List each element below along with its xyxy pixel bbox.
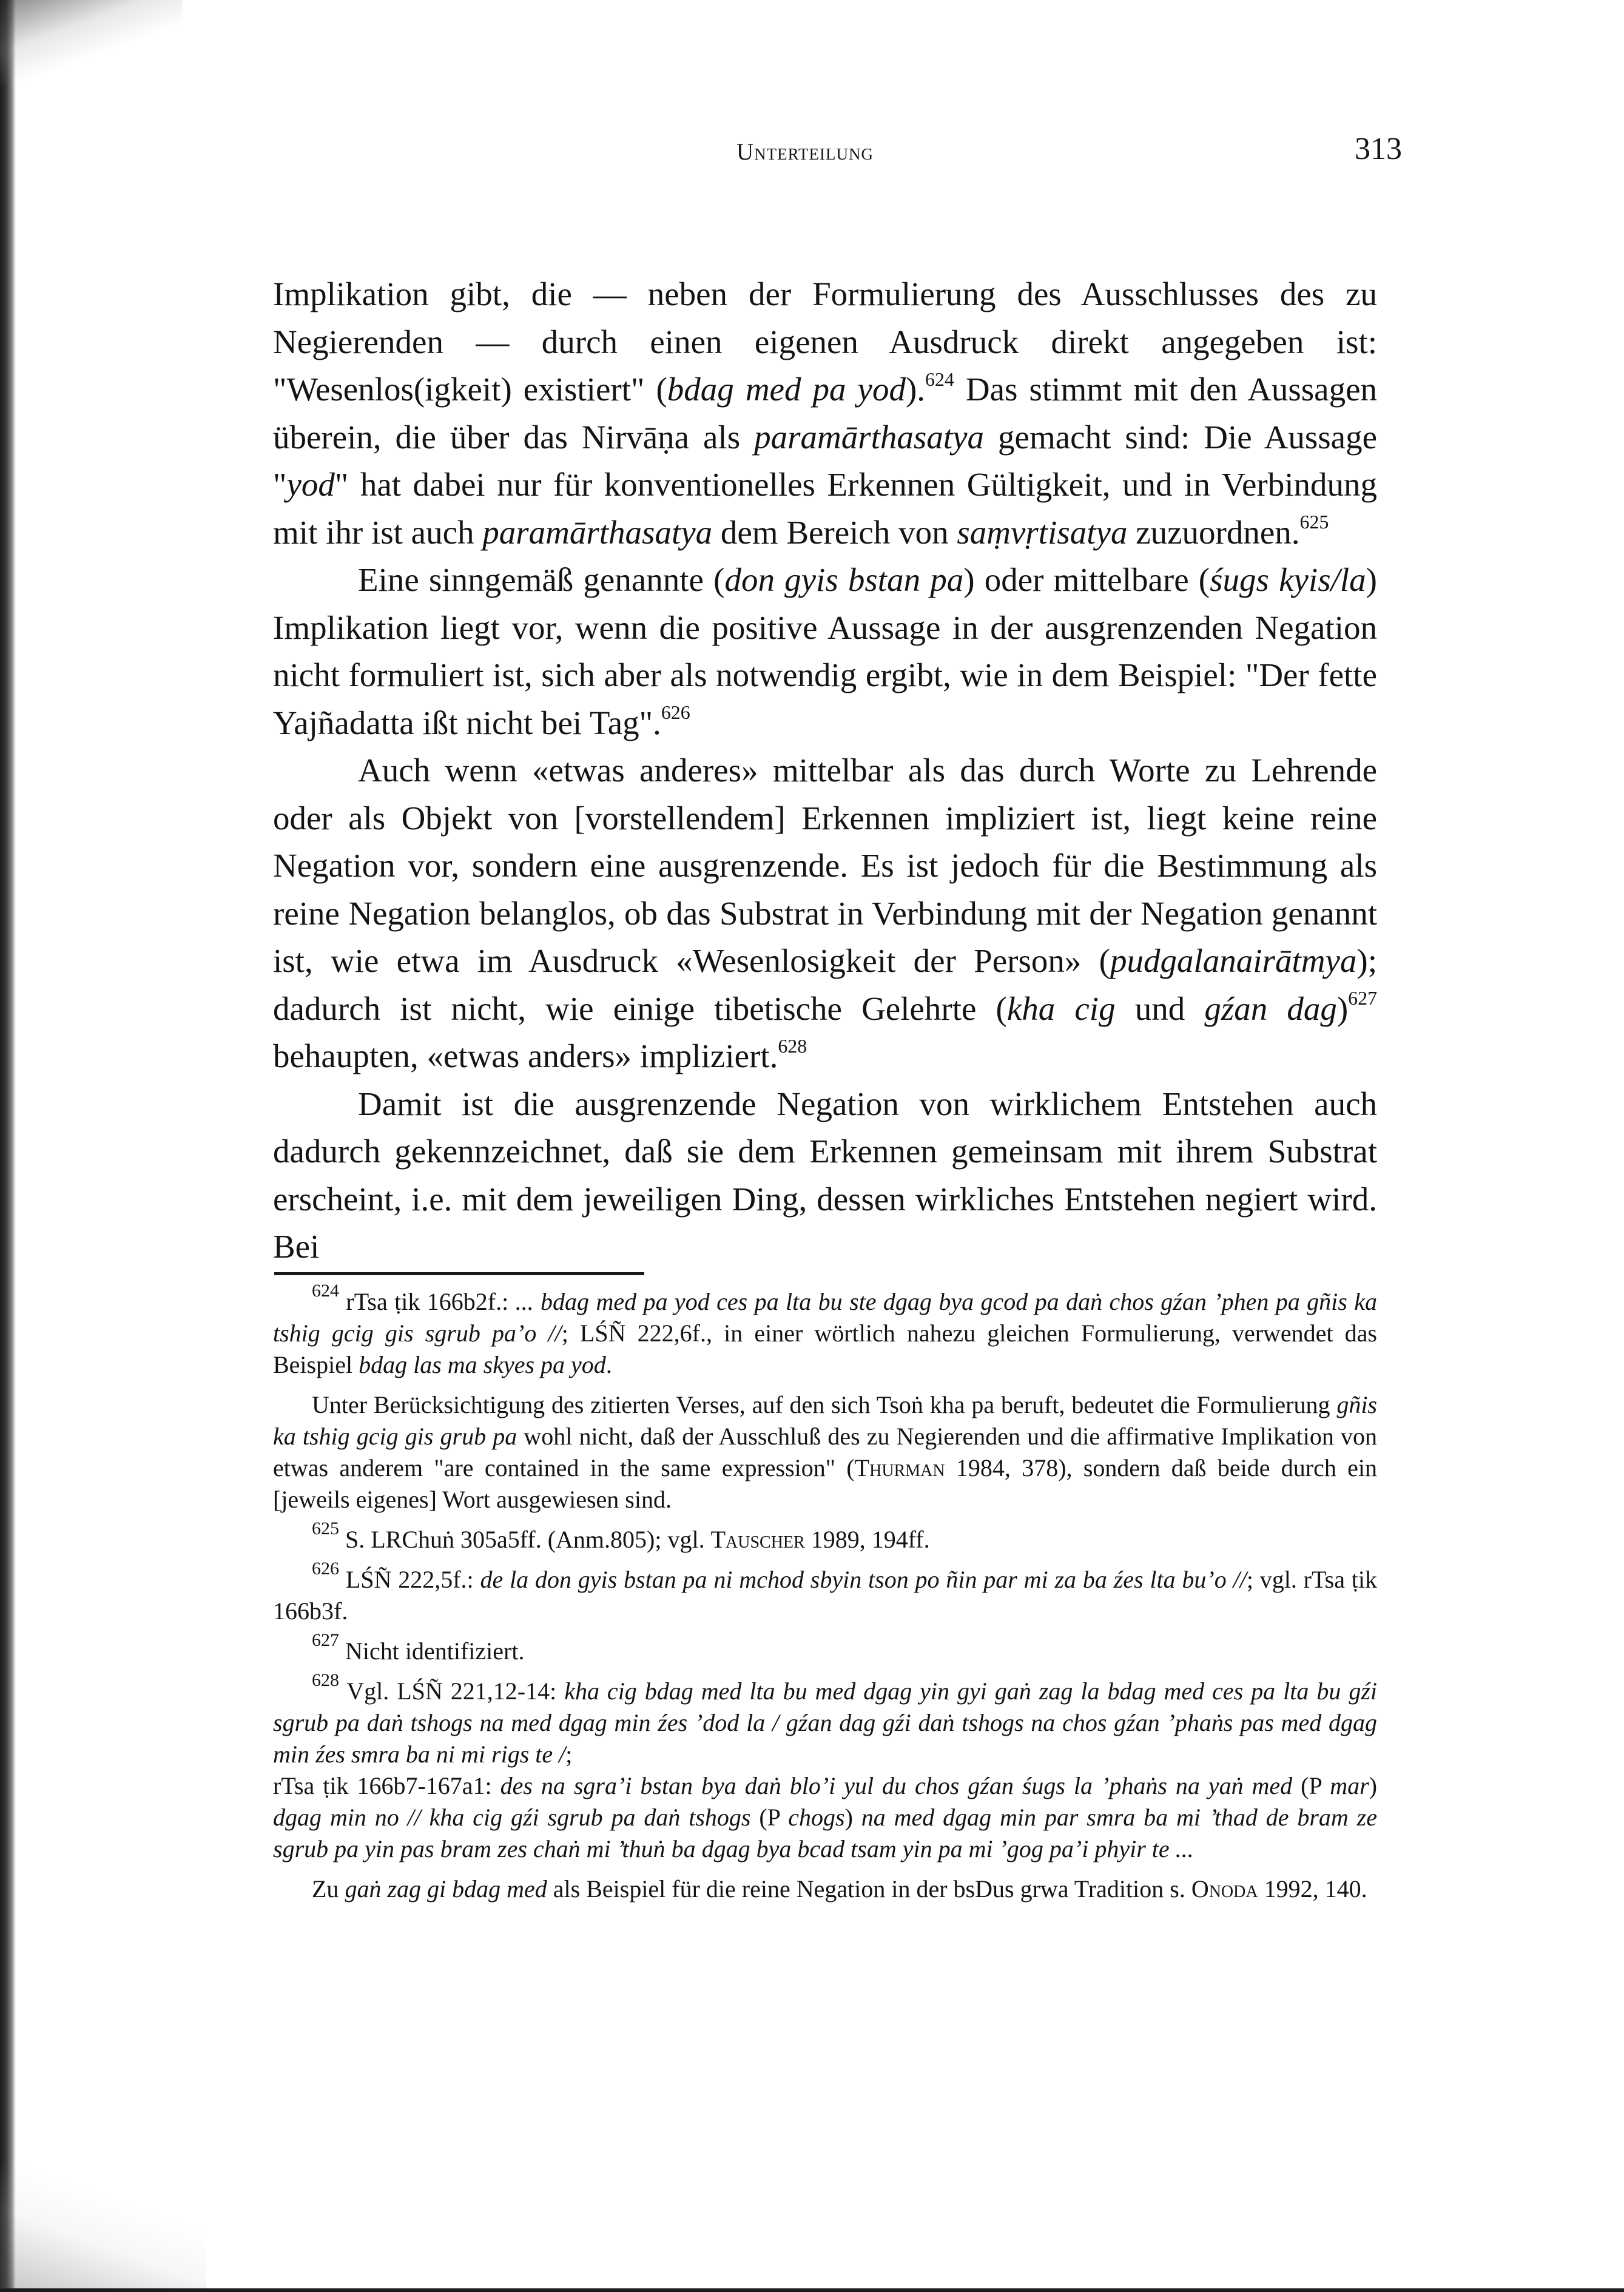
footnote-625: $^{625}$ S. LRChuṅ 305a5ff. (Anm.805); vgl. Tauscher 1989, 194ff. bbox=[312, 1518, 930, 1553]
scan-edge-shadow bbox=[0, 0, 16, 2292]
footnote-624-continued: Unter Berücksichtigung des zitierten Verses, auf den sich Tsoṅ kha pa beruft, bedeutet die Formulierung gñis ka tshig gcig gis grub pa wohl nicht, daß der Ausschluß des zu Negierenden und die affirmative Implikation von etwas anderem "are contained in the same expression" (Thurman 1984, 378), sondern daß beide durch ein [jeweils eigenes] Wort ausgewiesen sind. bbox=[273, 1391, 1377, 1513]
paragraph-3: Auch wenn «etwas anderes» mittelbar als das durch Worte zu Lehrende oder als Objekt von [vorstellendem] Erkennen impliziert ist, liegt keine reine Negation vor, sondern eine ausgrenzende. Es ist jedoch für die Bestimmung als reine Negation belanglos, ob das Substrat in Verbindung mit der Negation genannt ist, wie etwa im Ausdruck «Wesenlosigkeit der Person» (pudgalanairātmya); dadurch ist nicht, wie einige tibetische Gelehrte (kha cig und gźan dag)$^{627}$ behaupten, «etwas anders» impliziert.$^{628}$ bbox=[273, 752, 1378, 1074]
footnote-628-continued: Zu gaṅ zag gi bdag med als Beispiel für die reine Negation in der bsDus grwa Tradition s. Onoda 1992, 140. bbox=[312, 1875, 1367, 1903]
footnote-628: $^{628}$ Vgl. LŚÑ 221,12-14: kha cig bdag med lta bu med dgag yin gyi gaṅ zag la bdag med ces pa lta bu gźi sgrub pa daṅ tshogs na med dgag min źes ’dod la / gźan dag gźi daṅ tshogs na chos gźan ’phaṅs pas med dgag min źes smra ba ni mi rigs te /; bbox=[273, 1670, 1377, 1768]
footnote-ref-628[interactable]: 628 bbox=[778, 1035, 807, 1057]
footnote-627: $^{627}$ Nicht identifiziert. bbox=[312, 1630, 525, 1665]
paragraph-4: Damit ist die ausgrenzende Negation von wirklichem Entstehen auch dadurch gekennzeichnet, daß sie dem Erkennen gemeinsam mit ihrem Substrat erscheint, i.e. mit dem jeweiligen Ding, dessen wirkliches Entstehen negiert wird. Bei bbox=[273, 1085, 1377, 1265]
footnote-ref-626[interactable]: 626 bbox=[661, 702, 690, 724]
footnote-624: $^{624}$ rTsa ṭik 166b2f.: ... bdag med pa yod ces pa lta bu ste dgag bya gcod pa daṅ chos gźan ’phen pa gñis ka tshig gcig gis sgrub pa’o //; LŚÑ 222,6f., in einer wörtlich nahezu gleichen Formulierung, verwendet das Beispiel bdag las ma skyes pa yod. bbox=[273, 1281, 1378, 1378]
page-number: 313 bbox=[1355, 132, 1402, 166]
running-head: Unterteilung bbox=[736, 139, 874, 165]
footnotes bbox=[273, 1281, 1378, 1913]
paragraph-2: Eine sinngemäß genannte (don gyis bstan pa) oder mittelbare (śugs kyis/la) Implikation liegt vor, wenn die positive Aussage in der ausgrenzenden Negation nicht formuliert ist, sich aber als notwendig ergibt, wie in dem Beispiel: "Der fette Yajñadatta ißt nicht bei Tag".$^{626}$ bbox=[273, 561, 1377, 741]
footnote-626: $^{626}$ LŚÑ 222,5f.: de la don gyis bstan pa ni mchod sbyin tson po ñin par mi za ba źes lta bu’o //; vgl. rTsa ṭik 166b3f. bbox=[273, 1559, 1378, 1625]
footnote-628-line-2: rTsa ṭik 166b7-167a1: des na sgra’i bstan bya daṅ blo’i yul du chos gźan śugs la ’phaṅs na yaṅ med (P mar) dgag min no // kha cig gźi sgrub pa daṅ tshogs (P chogs) na med dgag min par smra ba mi ’thad de bram ze sgrub pa yin pas bram zes chaṅ mi ’thuṅ ba dgag bya bcad tsam yin pa mi ’gog pa’i phyir te ... bbox=[273, 1772, 1377, 1862]
scan-corner-shadow bbox=[0, 0, 182, 85]
footnote-ref-624[interactable]: 624 bbox=[925, 368, 954, 390]
scan-corner-shadow-bottom bbox=[0, 2159, 206, 2292]
paragraph-1: Implikation gibt, die — neben der Formulierung des Ausschlusses des zu Negierenden — durch einen eigenen Ausdruck direkt angegeben ist: "Wesenlos(igkeit) existiert" (bdag med pa yod).$^{624}$ Das stimmt mit den Aussagen überein, die über das Nirvāṇa als paramārthasatya gemacht sind: Die Aussage "yod" hat dabei nur für konventionelles Erkennen Gültigkeit, und in Verbindung mit ihr ist auch paramārthasatya dem Bereich von saṃvṛtisatya zuzuordnen.$^{625}$ bbox=[273, 275, 1378, 551]
footnote-ref-627[interactable]: 627 bbox=[1348, 988, 1378, 1009]
main-text bbox=[273, 271, 1377, 1271]
footnote-ref-625[interactable]: 625 bbox=[1299, 511, 1329, 533]
scan-bottom-edge bbox=[0, 2288, 1624, 2292]
footnote-separator bbox=[274, 1272, 644, 1275]
